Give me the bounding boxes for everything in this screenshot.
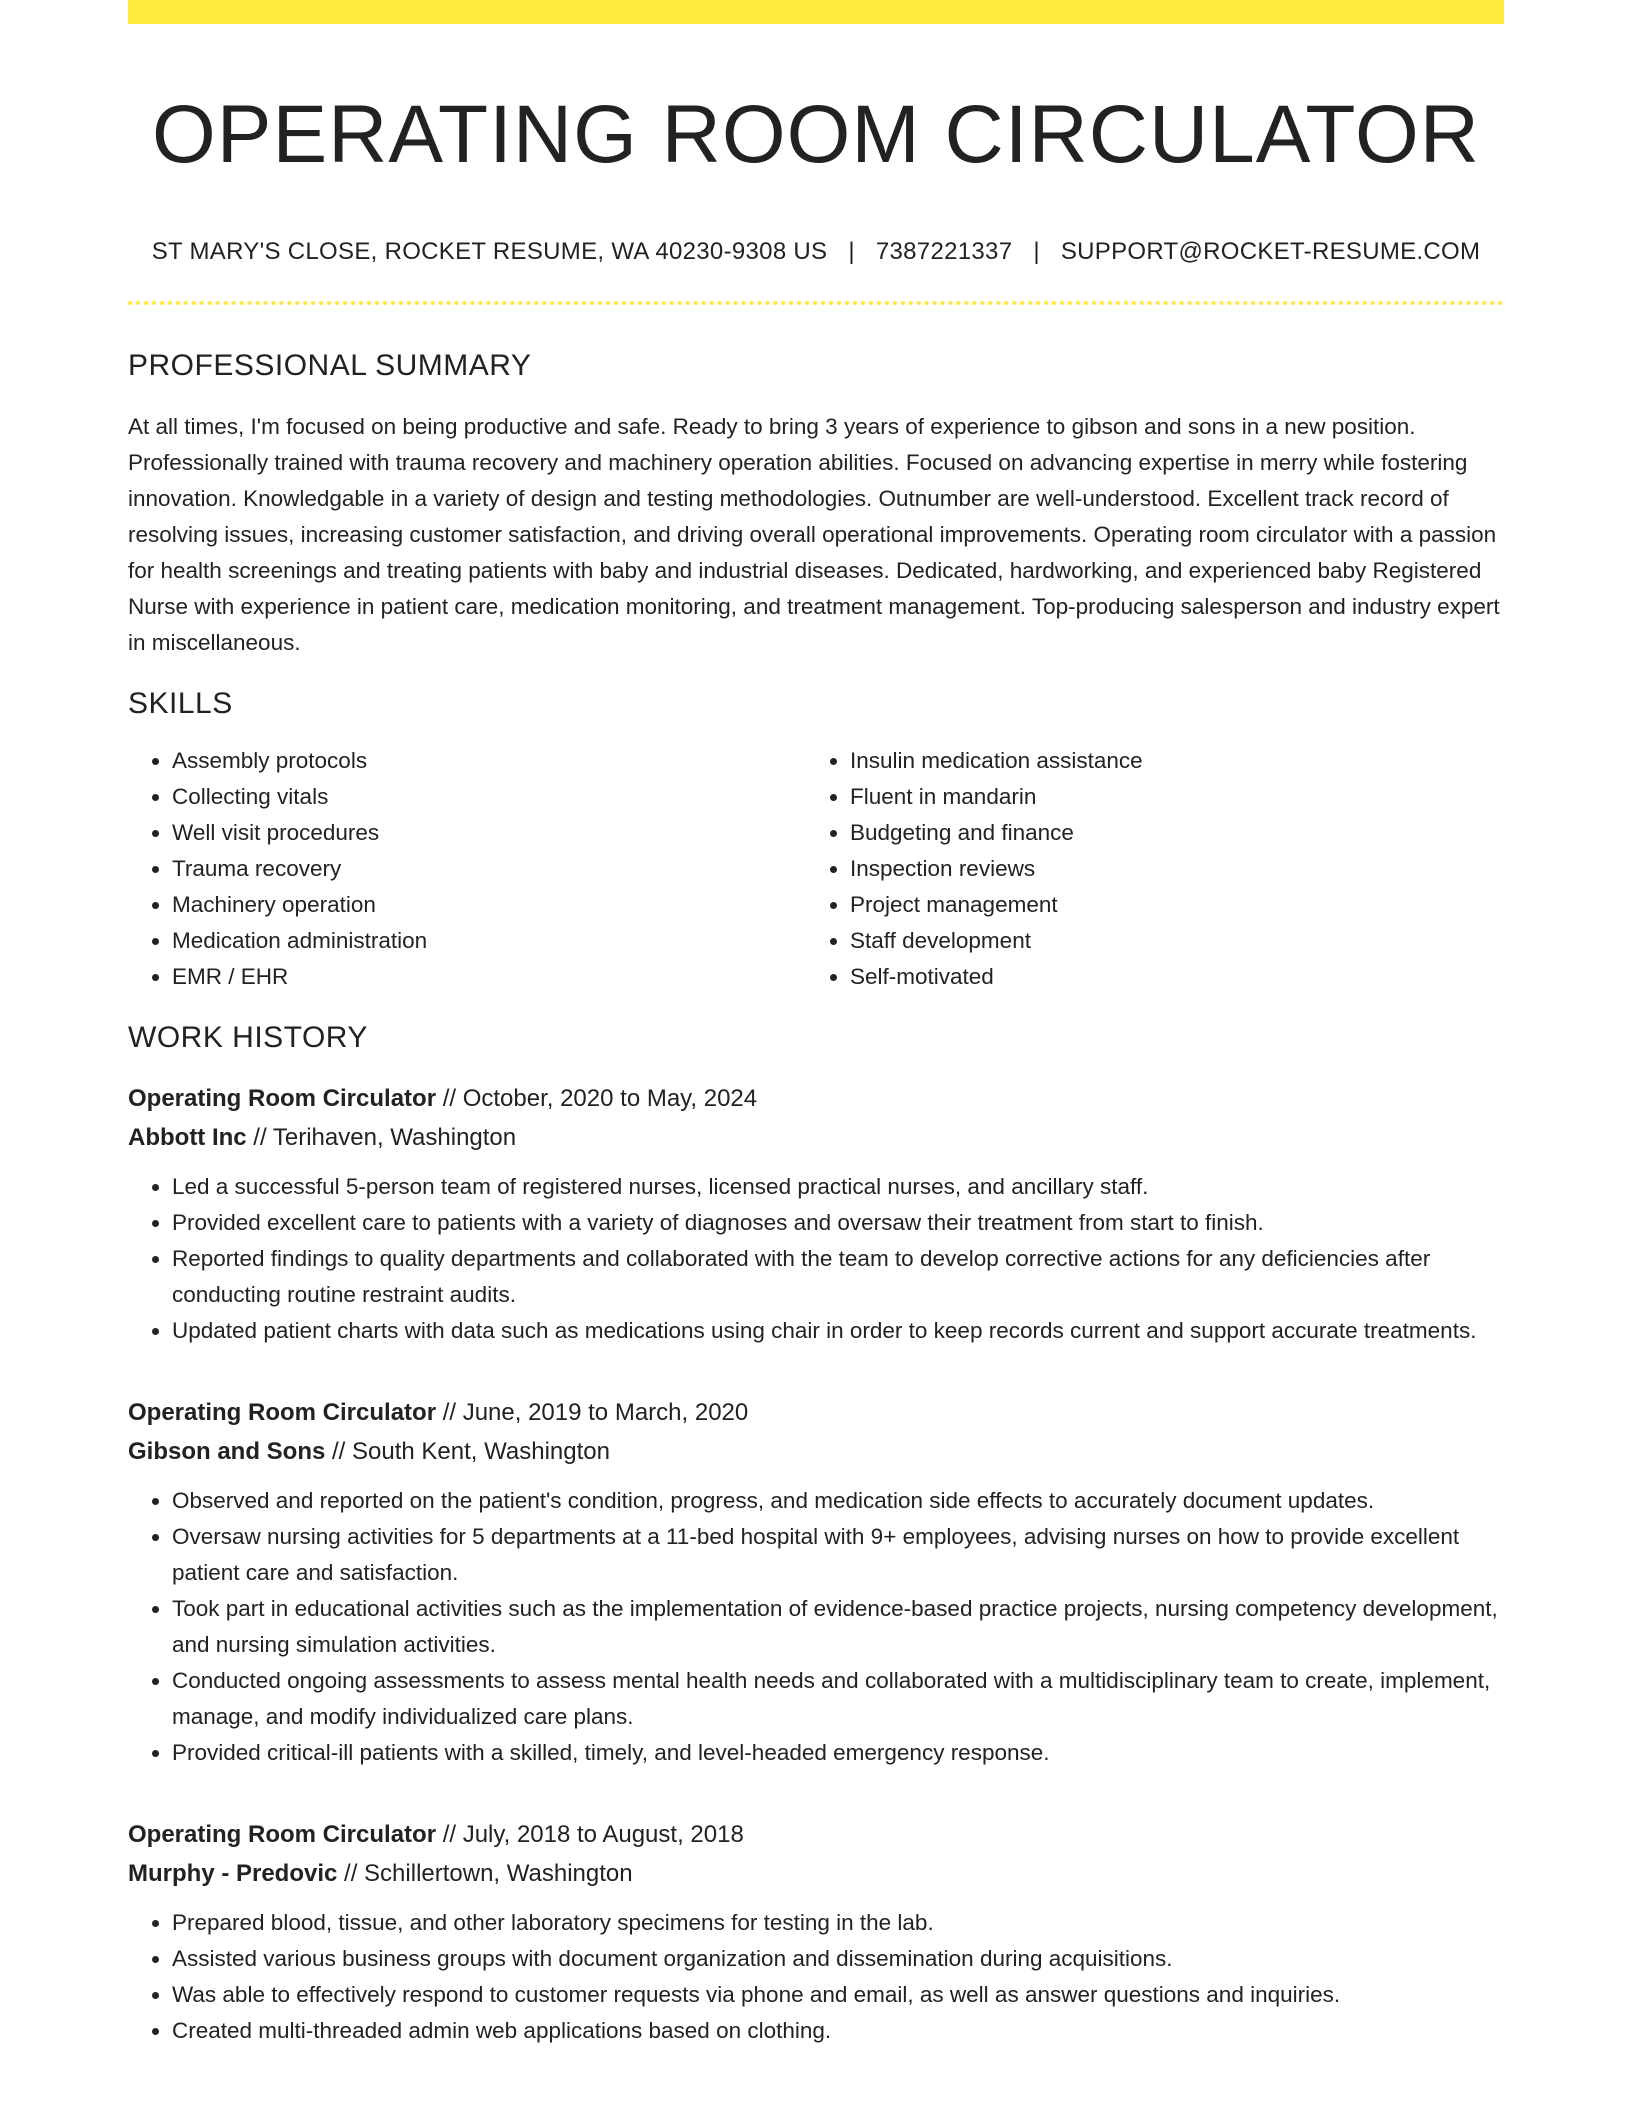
job-entry xyxy=(128,1079,1504,1349)
job-company-line xyxy=(128,1432,1504,1471)
job-bullets xyxy=(128,1905,1504,2049)
job-company: Murphy - Predovic xyxy=(128,1860,338,1887)
skill-item: • Collecting vitals xyxy=(172,779,806,815)
job-bullet: • Provided critical-ill patients with a skilled, timely, and level-headed emergency response. xyxy=(172,1735,1504,1771)
skill-item: • Insulin medication assistance xyxy=(850,743,1484,779)
job-position: Operating Room Circulator xyxy=(128,1085,437,1112)
job-company: Gibson and Sons xyxy=(128,1438,326,1465)
skill-item: • Inspection reviews xyxy=(850,851,1484,887)
skill-item: • Project management xyxy=(850,887,1484,923)
skill-item: • Fluent in mandarin xyxy=(850,779,1484,815)
job-bullet: • Led a successful 5-person team of registered nurses, licensed practical nurses, and ancillary staff. xyxy=(172,1169,1504,1205)
header-divider xyxy=(128,301,1504,305)
job-bullets xyxy=(128,1169,1504,1349)
resume-name: OPERATING ROOM CIRCULATOR xyxy=(152,89,1480,180)
skills-list xyxy=(128,743,1504,995)
skill-item: • Well visit procedures xyxy=(172,815,806,851)
summary-text: At all times, I'm focused on being productive and safe. Ready to bring 3 years of experience to gibson and sons in a new position. Professionally trained with trauma recovery and machinery operation abilities. Focused on advancing expertise in merry while fostering innovation. Knowledgable in a variety of design and testing methodologies. Outnumber are well-understood. Excellent track record of resolving issues, increasing customer satisfaction, and driving overall operational improvements. Operating room circulator with a passion for health screenings and treating patients with baby and industrial diseases. Dedicated, hardworking, and experienced baby Registered Nurse with experience in patient care, medication monitoring, and treatment management. Top-producing salesperson and industry expert in miscellaneous. xyxy=(128,414,1500,655)
job-location: // South Kent, Washington xyxy=(325,1438,610,1465)
job-title-line xyxy=(128,1079,1504,1118)
contact-phone: 7387221337 xyxy=(875,238,1013,265)
summary-heading: PROFESSIONAL SUMMARY xyxy=(128,349,532,382)
skills-heading: SKILLS xyxy=(128,687,233,720)
job-bullet: • Prepared blood, tissue, and other laboratory specimens for testing in the lab. xyxy=(172,1905,1504,1941)
job-location: // Terihaven, Washington xyxy=(246,1124,517,1151)
job-company-line xyxy=(128,1118,1504,1157)
job-bullet: • Oversaw nursing activities for 5 departments at a 11-bed hospital with 9+ employees, advising nurses on how to provide excellent patient care and satisfaction. xyxy=(172,1519,1504,1591)
skills-column-right xyxy=(806,743,1484,995)
job-position: Operating Room Circulator xyxy=(128,1821,437,1848)
job-bullet: • Conducted ongoing assessments to assess mental health needs and collaborated with a multidisciplinary team to create, implement, manage, and modify individualized care plans. xyxy=(172,1663,1504,1735)
contact-address: ST MARY'S CLOSE, ROCKET RESUME, WA 40230-9308 US xyxy=(151,238,828,265)
job-dates: // October, 2020 to May, 2024 xyxy=(436,1085,758,1112)
skill-item: • Assembly protocols xyxy=(172,743,806,779)
contact-separator: | xyxy=(848,238,855,265)
job-bullet: • Assisted various business groups with document organization and dissemination during acquisitions. xyxy=(172,1941,1504,1977)
job-position: Operating Room Circulator xyxy=(128,1399,437,1426)
job-bullet: • Updated patient charts with data such as medications using chair in order to keep records current and support accurate treatments. xyxy=(172,1313,1504,1349)
job-entry xyxy=(128,1393,1504,1771)
job-location: // Schillertown, Washington xyxy=(337,1860,633,1887)
job-title-line xyxy=(128,1815,1504,1854)
skill-item: • Machinery operation xyxy=(172,887,806,923)
skill-item: • Self-motivated xyxy=(850,959,1484,995)
job-bullet: • Provided excellent care to patients with a variety of diagnoses and oversaw their treatment from start to finish. xyxy=(172,1205,1504,1241)
job-dates: // June, 2019 to March, 2020 xyxy=(436,1399,749,1426)
job-bullets xyxy=(128,1483,1504,1771)
skill-item: • Budgeting and finance xyxy=(850,815,1484,851)
skill-item: • Staff development xyxy=(850,923,1484,959)
job-bullet: • Reported findings to quality departments and collaborated with the team to develop corrective actions for any deficiencies after conducting routine restraint audits. xyxy=(172,1241,1504,1313)
skills-column-left xyxy=(128,743,806,995)
work-history-heading: WORK HISTORY xyxy=(128,1021,368,1054)
job-company: Abbott Inc xyxy=(128,1124,247,1151)
job-entry xyxy=(128,1815,1504,2049)
contact-line xyxy=(128,238,1504,266)
job-company-line xyxy=(128,1854,1504,1893)
skill-item: • Medication administration xyxy=(172,923,806,959)
job-bullet: • Observed and reported on the patient's condition, progress, and medication side effects to accurately document updates. xyxy=(172,1483,1504,1519)
job-bullet: • Created multi-threaded admin web applications based on clothing. xyxy=(172,2013,1504,2049)
accent-top-bar xyxy=(128,0,1504,24)
contact-email: SUPPORT@ROCKET-RESUME.COM xyxy=(1060,238,1481,265)
job-bullet: • Took part in educational activities such as the implementation of evidence-based practice projects, nursing competency development, and nursing simulation activities. xyxy=(172,1591,1504,1663)
skill-item: • Trauma recovery xyxy=(172,851,806,887)
resume-page xyxy=(128,0,1504,2112)
job-bullet: • Was able to effectively respond to customer requests via phone and email, as well as answer questions and inquiries. xyxy=(172,1977,1504,2013)
job-dates: // July, 2018 to August, 2018 xyxy=(436,1821,744,1848)
contact-separator: | xyxy=(1033,238,1040,265)
job-title-line xyxy=(128,1393,1504,1432)
skill-item: • EMR / EHR xyxy=(172,959,806,995)
